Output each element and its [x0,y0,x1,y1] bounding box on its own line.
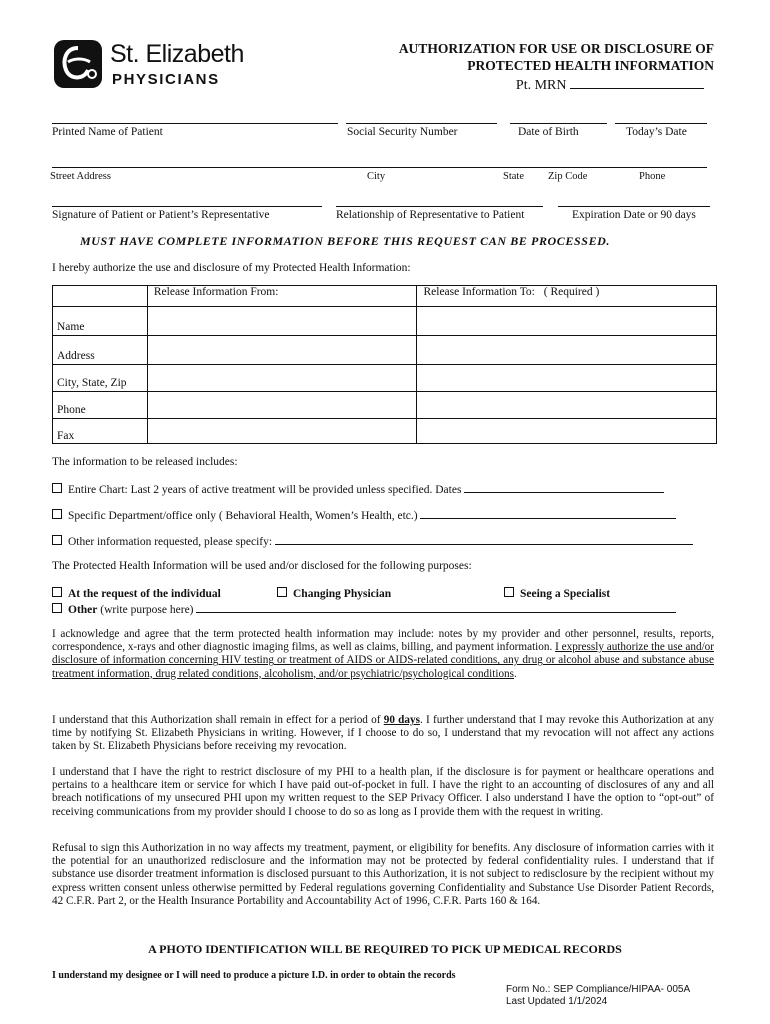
to-city-cell[interactable] [417,365,717,392]
mrn-label: Pt. MRN [515,78,567,93]
checkbox-icon[interactable] [277,587,287,597]
from-city-cell[interactable] [147,365,417,392]
includes-label: The information to be released includes: [52,456,238,468]
logo-name: St. Elizabeth [110,40,244,68]
expiration-line[interactable] [558,206,710,207]
other-purpose-blank[interactable] [196,602,676,613]
other-info-blank[interactable] [275,534,693,545]
checkbox-icon[interactable] [52,535,62,545]
purpose-individual[interactable] [52,587,221,600]
to-address-cell[interactable] [417,336,717,365]
purpose-specialist-label: Seeing a Specialist [520,588,611,600]
to-fax-cell[interactable] [417,419,717,444]
dates-blank[interactable] [464,482,664,493]
today-label: Today’s Date [626,126,687,138]
duration-paragraph [52,714,714,754]
ssn-label: Social Security Number [347,126,458,138]
from-phone-cell[interactable] [147,392,417,419]
from-name-cell[interactable] [147,307,417,336]
refusal-paragraph: Refusal to sign this Authorization in no way affects my treatment, payment, or eligibility for benefits. Any disclosure of information carries with it the potential for an unauthorized redisclosure and the information may not be protected by federal confidentiality rules. I understand that if substance use disorder treatment information is disclosed pursuant to this Authorization, it is not subject to redisclosure by the recipient without my express written consent unless otherwise permitted by Federal regulations governing Confidentiality and Substance Use Disorder Patient Records, 42 C.F.R. Part 2, or the Health Insurance Portability and Accountability Act of 1996, C.F.R. Parts 160 & 164. [52,842,714,907]
last-updated: Last Updated 1/1/2024 [506,995,608,1007]
row-label-address: Address [53,336,148,365]
mrn-blank[interactable] [570,76,704,89]
acknowledgement-text: I acknowledge and agree that the term protected health information may include: notes by my provider and other personnel, results, reports, correspondence, x-rays and other diagnostic imaging films, as well as claims, billing, and payment information. [52,628,714,654]
duration-days: 90 days [383,714,420,726]
required-notice: MUST HAVE COMPLETE INFORMATION BEFORE THIS REQUEST CAN BE PROCESSED. [80,234,611,248]
purpose-changing-label: Changing Physician [293,588,392,600]
designee-notice: I understand my designee or I will need to produce a picture I.D. in order to obtain the records [52,970,456,981]
relationship-line[interactable] [336,206,543,207]
logo [52,38,262,94]
title-line-1: AUTHORIZATION FOR USE OR DISCLOSURE OF [398,41,714,56]
from-address-cell[interactable] [147,336,417,365]
from-fax-cell[interactable] [147,419,417,444]
title-line-2: PROTECTED HEALTH INFORMATION [467,58,714,73]
option-entire-chart-label: Entire Chart: Last 2 years of active treatment will be provided unless specified. Dates [68,484,462,496]
purpose-other[interactable] [52,602,676,616]
logo-subtitle: PHYSICIANS [112,71,220,88]
checkbox-icon[interactable] [52,483,62,493]
checkbox-icon[interactable] [52,603,62,613]
duration-text-a: I understand that this Authorization shall remain in effect for a period of [52,714,384,726]
today-line[interactable] [615,123,707,124]
row-label-phone: Phone [53,392,148,419]
ssn-line[interactable] [346,123,497,124]
row-label-name: Name [53,307,148,336]
purpose-other-hint: (write purpose here) [100,604,194,616]
checkbox-icon[interactable] [504,587,514,597]
purpose-changing-physician[interactable] [277,587,391,600]
signature-line[interactable] [52,206,322,207]
printed-name-label: Printed Name of Patient [52,126,163,138]
to-header-label: Release Information To: [423,286,535,298]
mrn-field[interactable] [516,76,704,94]
checkbox-icon[interactable] [52,509,62,519]
checkbox-icon[interactable] [52,587,62,597]
to-phone-cell[interactable] [417,392,717,419]
relationship-label: Relationship of Representative to Patient [336,209,525,221]
option-specific-department[interactable] [52,508,676,522]
to-name-cell[interactable] [417,307,717,336]
restriction-paragraph: I understand that I have the right to restrict disclosure of my PHI to a health plan, if the disclosure is for payment or healthcare operations and pertains to a healthcare item or service for which I have paid out-of-pocket in full. I have the right to an accounting of disclosures of any and all breach notifications of my unsecured PHI upon my written request to the SEP Privacy Officer. I also understand I have the option to “opt-out” of receiving communications from my provider should I choose to do so as long as I provide them with the request in writing. [52,766,714,818]
acknowledgement-paragraph: I acknowledge and agree that the term protected health information may include: notes by my provider and other personnel, results, reports, correspondence, x-rays and other diagnostic imaging films, as well as claims, billing, and payment information. I expressly authorize the use and/or disclosure of information concerning HIV testing or treatment of AIDS or AIDS-related conditions, any drug or alcohol abuse and substance abuse treatment information, drug related conditions, alcoholism, and/or psychiatric/psychological conditions. [52,628,714,680]
row-label-fax: Fax [53,419,148,444]
table-header-blank [53,286,148,307]
state-label: State [503,171,524,182]
department-blank[interactable] [420,508,676,519]
purpose-other-label: Other [68,604,98,616]
footer [506,984,690,1007]
authorize-text: I hereby authorize the use and disclosure of my Protected Health Information: [52,262,411,274]
printed-name-line[interactable] [52,123,338,124]
form-title [399,40,714,74]
dob-line[interactable] [510,123,607,124]
expiration-label: Expiration Date or 90 days [572,209,696,221]
express-authorization-text: I expressly authorize the use and/or disclosure of information concerning HIV testing or treatment of AIDS or AIDS-related conditions, any drug or alcohol abuse and substance abuse treatment information, drug related conditions, alcoholism, and/or psychiatric/psychological conditions [52,641,714,680]
phone-label: Phone [639,171,666,182]
option-other-info[interactable] [52,534,693,548]
photo-id-notice: A PHOTO IDENTIFICATION WILL BE REQUIRED TO PICK UP MEDICAL RECORDS [148,942,622,956]
address-line[interactable] [52,167,707,168]
street-label: Street Address [50,171,111,182]
dob-label: Date of Birth [518,126,579,138]
option-specific-department-label: Specific Department/office only ( Behavioral Health, Women’s Health, etc.) [68,510,418,522]
release-table [52,285,717,444]
option-entire-chart[interactable] [52,482,664,496]
option-other-info-label: Other information requested, please specify: [68,536,273,548]
city-label: City [367,171,386,182]
logo-mark-icon [54,40,102,88]
zip-label: Zip Code [548,171,588,182]
signature-label: Signature of Patient or Patient’s Representative [52,209,270,221]
form-number: Form No.: SEP Compliance/HIPAA- 005A [506,984,691,995]
purposes-label: The Protected Health Information will be used and/or disclosed for the following purposes: [52,560,472,572]
duration-text-c: . I further understand that I may revoke this Authorization at any time by notifying St. Elizabeth Physicians in writing. However, if I choose to do so, I understand that my revocation will not affect any actions taken by St. Elizabeth Physicians before receiving my revocation. [52,714,714,753]
purpose-seeing-specialist[interactable] [504,587,610,600]
row-label-city: City, State, Zip [53,365,148,392]
required-tag: ( Required ) [543,286,600,298]
from-header: Release Information From: [147,286,417,307]
to-header [417,286,717,307]
purpose-individual-label: At the request of the individual [68,588,221,600]
